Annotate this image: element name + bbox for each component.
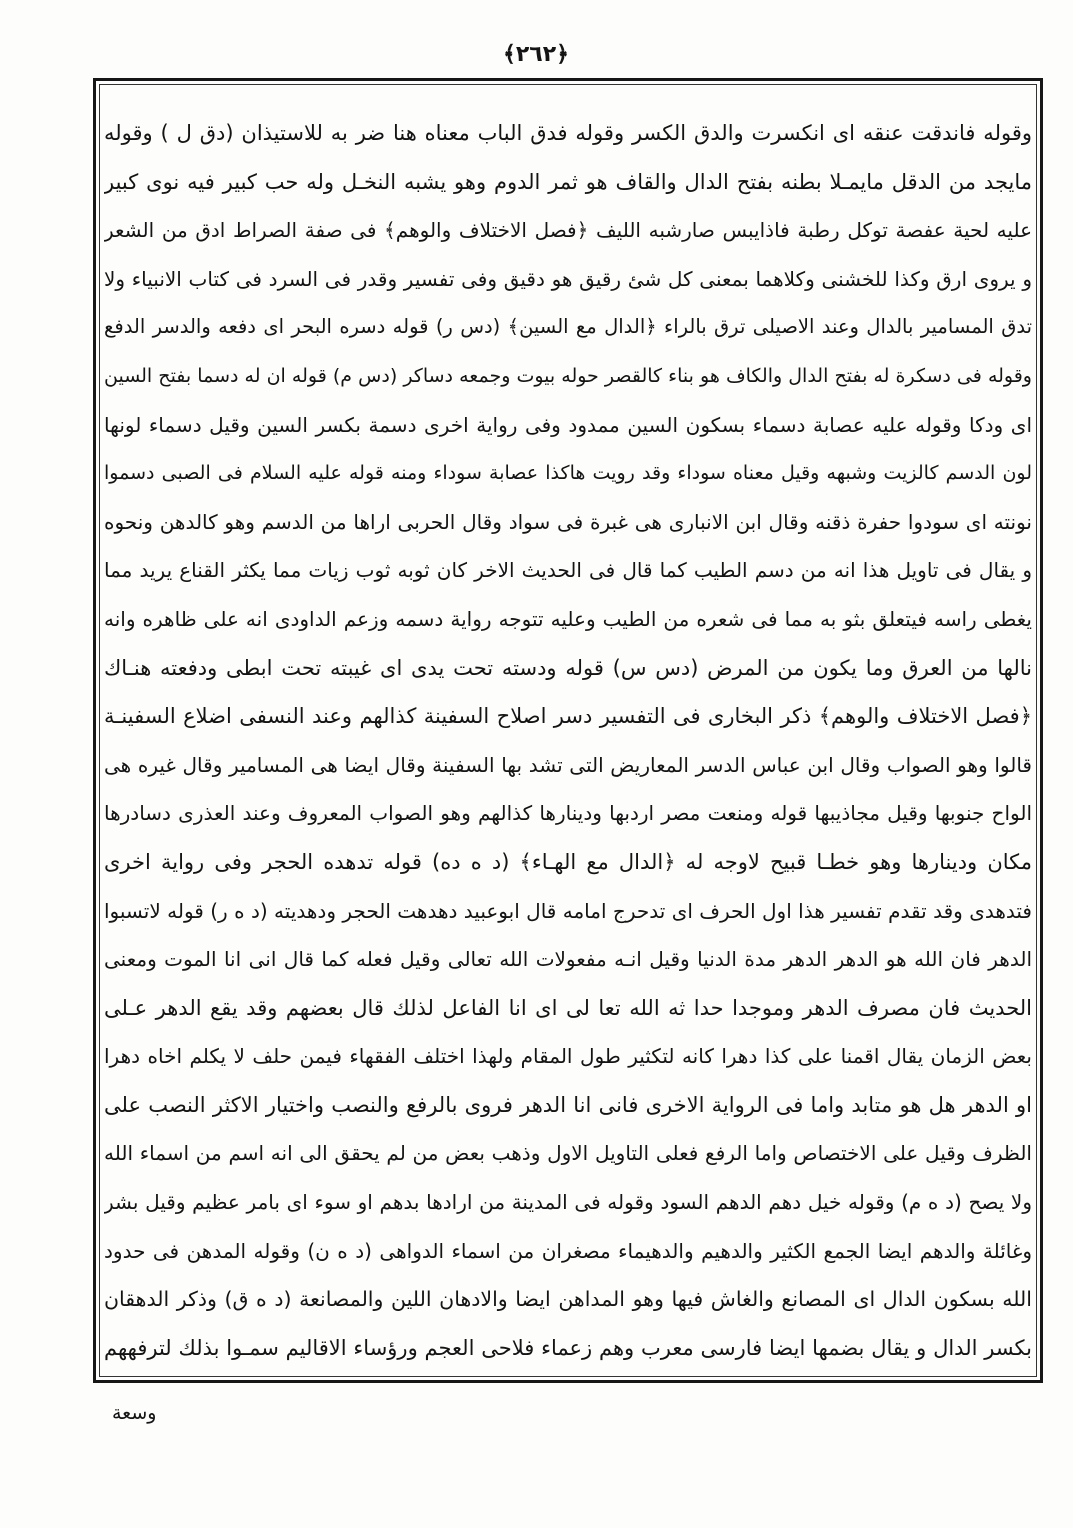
text-line: وغائلة والدهم ايضا الجمع الكثير والدهيم والدهيماء مصغران من اسماء الدواهى (د ه ن) وقوله المدهن فى حدود (104, 1238, 1032, 1263)
catchword: وسعة (112, 1402, 157, 1424)
text-line: الدهر فان الله هو الدهر الدهر مدة الدنيا وقيل انـه مفعولات الله تعالى وقيل فعله كما قال انى انا الموت ومعنى (104, 947, 1032, 972)
text-line: تدق المسامير بالدال وعند الاصيلى ترق بالراء ﴿الدال مع السين﴾ (دس ر) قوله دسره البحر اى دفعه والدسر الدفع (104, 315, 1032, 339)
text-line: الله بسكون الدال اى المصانع والغاش فيها وهو المداهن ايضا والادهان اللين والمصانعة (د ه ق) وذكر الدهقان (104, 1287, 1032, 1312)
text-line: و يقال فى تاويل هذا انه من دسم الطيب كما قال فى الحديث الاخر كان ثوبه ثوب زيات مما يكثر القناع يريد مما (104, 558, 1032, 583)
text-line: نالها من العرق وما يكون من المرض (دس س) قوله ودسته تحت يدى اى غيبته تحت ابطى ودفعته هنـاك (104, 655, 1032, 680)
page-number: ﴿٢٦٢﴾ (502, 42, 570, 67)
text-line: عليه لحية عفصة توكل رطبة فاذايبس صارشبه الليف ﴿فصل الاختلاف والوهم﴾ فى صفة الصراط ادق من الشعر (104, 218, 1032, 243)
text-line: يغطى راسه فيتعلق بثو به مما فى شعره من الطيب وعليه تتوجه رواية دسمه وزعم الداودى انه على ظاهره وانه (104, 606, 1032, 631)
text-line: قالوا وهو الصواب وقال ابن عباس الدسر المعاريض التى تشد بها السفينة وقال ايضا هى المسامير وقال غيره هى (104, 752, 1032, 777)
text-line: الواح جنوبها وقيل مجاذيبها قوله ومنعت مصر اردبها ودينارها كذالهم وهو الصواب المعروف وعند العذرى دسادرها (104, 801, 1032, 826)
text-line: فتدهدى وقد تقدم تفسير هذا اول الحرف اى تدحرج امامه قال ابوعبيد دهدهت الحجر ودهديته (د ه ر) قوله لاتسبوا (104, 898, 1032, 923)
text-line: مكان ودينارها وهو خطـا قبيح لاوجه له ﴿الدال مع الهـاء﴾ (د ه ده) قوله تدهده الحجر وفى رواية اخرى (104, 849, 1032, 874)
body-text (104, 109, 1032, 1372)
text-line: مايجد من الدقل مايمـلا بطنه بفتح الدال والقاف هو ثمر الدوم وهو يشبه النخـل وله حب كبير فيه نوى كبير (104, 169, 1032, 194)
text-line: بكسر الدال و يقال بضمها ايضا فارسى معرب وهم زعماء فلاحى العجم ورؤساء الاقاليم سمـوا بذلك لترفههم (104, 1335, 1032, 1360)
text-line: ﴿فصل الاختلاف والوهم﴾ ذكر البخارى فى التفسير دسر اصلاح السفينة كذالهم وعند النسفى اضلاع السفينـة (104, 704, 1032, 729)
text-line: الحديث فان مصرف الدهر وموجدا حدا ثه الله تعا لى اى انا الفاعل لذلك قال بعضهم وقد يقع الدهر عـلى (104, 995, 1032, 1020)
text-line: الظرف وقيل على الاختصاص واما الرفع فعلى التاويل الاول وذهب بعض من لم يحقق الى انه اسم من اسماء الله (104, 1141, 1032, 1166)
text-line: وقوله فى دسكرة له بفتح الدال والكاف هو بناء كالقصر حوله بيوت وجمعه دساكر (دس م) قوله ان له دسما بفتح السين (104, 364, 1032, 387)
text-line: نونته اى سودوا حفرة ذقنه وقال ابن الانبارى هى غبرة فى سواد وقال الحربى اراها من الدسم وهو كالدهن ونحوه (104, 509, 1032, 534)
text-line: وقوله فاندقت عنقه اى انكسرت والدق الكسر وقوله فدق الباب معناه هنا ضر به للاستيذان (دق ل ) وقوله (104, 121, 1032, 145)
text-line: لون الدسم كالزيت وشبهه وقيل معناه سوداء وقد رويت هاكذا عصابة سوداء ومنه قوله عليه السلام فى الصبى دسموا (104, 462, 1032, 485)
text-line: او الدهر هل هو متابد واما فى الرواية الاخرى فانى انا الدهر فروى بالرفع والنصب واختيار الاكثر النصب على (104, 1092, 1032, 1117)
text-line: ولا يصح (د ه م) وقوله خيل دهم الدهم السود وقوله فى المدينة من ارادها بدهم او سوء اى بامر عظيم وقيل بشر (104, 1190, 1032, 1215)
text-line: و يروى ارق وكذا للخشنى وكلاهما بمعنى كل شئ رقيق هو دقيق وفى تفسير وقدر فى السرد فى كتاب الانبياء ولا (104, 266, 1032, 291)
text-line: اى ودكا وقوله عليه عصابة دسماء بسكون السين ممدود وفى رواية اخرى دسمة بكسر السين وقيل دسماء لونها (104, 412, 1032, 437)
text-line: بعض الزمان يقال اقمنا على كذا دهرا كانه لتكثير طول المقام ولهذا اختلف الفقهاء فيمن حلف لا يكلم اخاه دهرا (104, 1044, 1032, 1069)
